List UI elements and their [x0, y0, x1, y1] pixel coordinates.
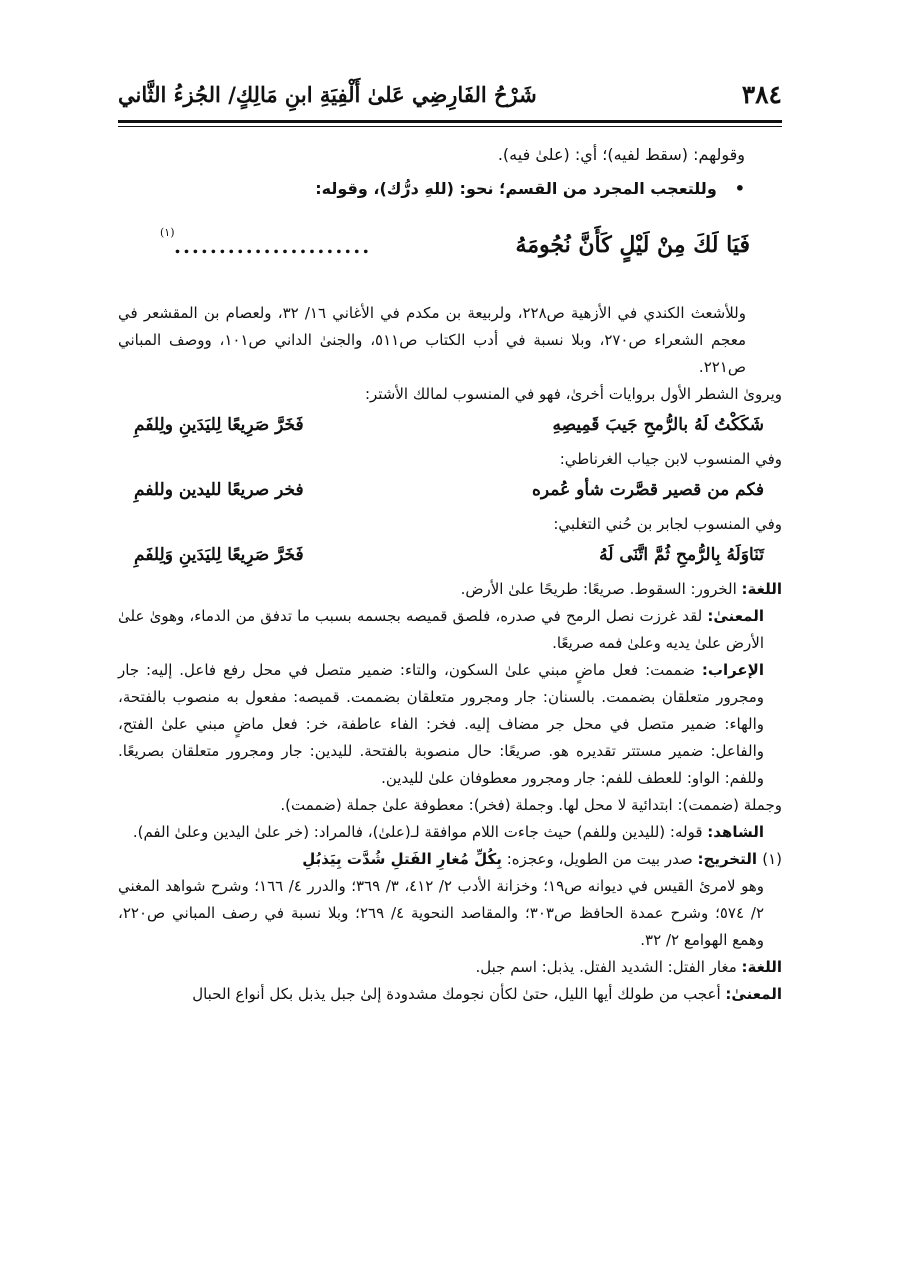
notes-paragraph-2: ويروىٰ الشطر الأول بروايات أخرىٰ، فهو في المنسوب لمالك الأشتر: [364, 385, 782, 403]
footnote-reference: (١) [160, 226, 175, 239]
variant-verse-1 [118, 408, 782, 446]
variant-verse-3-second-hemistich: فَخَرَّ صَرِيعًا لِليَدَينِ وَلِلفَمِ [134, 545, 304, 565]
meaning-text: لقد غرزت نصل الرمح في صدره، فلصق قميصه بجسمه بسبب ما تدفق من الدماء، وهوىٰ علىٰ الأرض علىٰ يديه وعلىٰ فمه صريعًا. [118, 607, 764, 652]
variant-verse-2 [118, 473, 782, 511]
main-verse [160, 226, 750, 276]
footnote-lexicon-label: اللغة: [741, 958, 782, 976]
footnote-lexicon-text: مغار الفتل: الشديد الفتل. يذبل: اسم جبل. [475, 958, 742, 976]
notes-paragraph-lexicon [118, 576, 782, 603]
parsing-label: الإعراب: [701, 661, 764, 679]
notes-paragraph-4: وفي المنسوب لجابر بن حُني التغلبي: [553, 515, 782, 533]
footnote-meaning-label: المعنىٰ: [725, 985, 782, 1003]
notes-paragraph-3: وفي المنسوب لابن جياب الغرناطي: [559, 450, 782, 468]
main-line-1: وقولهم: (سقط لفيه)؛ أي: (علىٰ فيه). [497, 145, 745, 164]
notes-section [118, 300, 782, 1008]
footnote-meaning-text: أعجب من طولك أيها الليل، حتىٰ لكأن نجومك مشدودة إلىٰ جبل يذبل بكل أنواع الحبال [192, 985, 726, 1003]
book-title: شَرْحُ الفَارِضِي عَلىٰ أَلْفِيَةِ ابنِ مَالِكٍ/ الجُزءُ الثَّاني [118, 82, 537, 107]
header-rule-thick [118, 120, 782, 123]
notes-paragraph-parsing [118, 657, 782, 792]
bullet-icon: • [734, 179, 745, 198]
main-text [118, 138, 745, 206]
footnote-1 [118, 846, 782, 873]
evidence-text: قوله: (لليدين وللفم) حيث جاءت اللام موافقة لـ(علىٰ)، فالمراد: (خر علىٰ اليدين وعلىٰ الفم). [132, 823, 708, 841]
takhrij-text: صدر بيت من الطويل، وعجزه: [501, 850, 698, 868]
header-rule-thin [118, 126, 782, 127]
page-number: ٣٨٤ [741, 80, 782, 109]
meaning-label: المعنىٰ: [707, 607, 764, 625]
notes-paragraph-meaning [118, 603, 782, 657]
takhrij-label: التخريج: [697, 850, 763, 868]
lexicon-label: اللغة: [741, 580, 782, 598]
evidence-label: الشاهد: [707, 823, 764, 841]
footnote-1-number: (١) [762, 850, 782, 868]
main-bullet-line [118, 172, 745, 206]
footnote-1-meaning [118, 981, 782, 1008]
parsing-text: ضممت: فعل ماضٍ مبني علىٰ السكون، والتاء: ضمير متصل في محل رفع فاعل. إليه: جار ومجرور متعلقان بضممت. بالسنان: جار ومجرور متعلقان بضممت. قميصه: مفعول به منصوب بالفتحة، والهاء: ضمير متصل في محل جر مضاف إليه. فخر: الفاء عاطفة، خر: فعل ماضٍ مبني علىٰ الفتح، والفاعل: ضمير مستتر تقديره هو. صريعًا: حال منصوبة بالفتحة. لليدين: جار ومجرور متعلقان بصريعًا. وللفم: الواو: للعطف للفم: جار ومجرور معطوفان علىٰ لليدين. [118, 661, 764, 787]
main-verse-dots: ...................... [174, 234, 372, 258]
lexicon-text: الخرور: السقوط. صريعًا: طريحًا علىٰ الأرض. [460, 580, 742, 598]
page-header [118, 70, 782, 120]
takhrij-verse: بِكُلِّ مُغارِ الفَتلِ شُدَّت بِيَذبُلِ [302, 850, 502, 868]
variant-verse-3 [118, 538, 782, 576]
variant-verse-2-first-hemistich: فكم من قصير قصَّرت شأو عُمره [532, 480, 764, 500]
notes-paragraph-sentences: وجملة (ضممت): ابتدائية لا محل لها. وجملة (فخر): معطوفة علىٰ جملة (ضممت). [280, 796, 782, 814]
main-verse-hemistich: فَيَا لَكَ مِنْ لَيْلٍ كَأَنَّ نُجُومَهُ [515, 232, 750, 258]
variant-verse-2-second-hemistich: فخر صريعًا لليدين وللفمِ [134, 480, 304, 500]
variant-verse-3-first-hemistich: تَنَاوَلَهُ بِالرُّمحِ ثُمَّ اتَّنَى لَهُ [599, 545, 764, 565]
variant-verse-1-first-hemistich: شَكَكْتُ لَهُ بالرُّمحِ جَيبَ قَمِيصِهِ [552, 415, 764, 435]
notes-paragraph-evidence [118, 819, 782, 846]
footnote-1-lexicon [118, 954, 782, 981]
notes-paragraph-1: وللأشعث الكندي في الأزهية ص٢٢٨، ولربيعة بن مكدم في الأغاني ١٦/ ٣٢، ولعصام بن المقشعر في معجم الشعراء ص٢٧٠، وبلا نسبة في أدب الكتاب ص٥١١، والجنىٰ الداني ص١٠١، ووصف المباني ص٢٢١. [118, 304, 746, 376]
variant-verse-1-second-hemistich: فَخَرَّ صَرِيعًا لِليَدَينِ ولِلفَمِ [134, 415, 304, 435]
footnote-1-sources: وهو لامرئ القيس في ديوانه ص١٩؛ وخزانة الأدب ٢/ ٤١٢، ٣/ ٣٦٩؛ والدرر ٤/ ١٦٦؛ وشرح شواهد المغني ٢/ ٥٧٤؛ وشرح عمدة الحافظ ص٣٠٣؛ والمقاصد النحوية ٤/ ٢٦٩؛ وبلا نسبة في رصف المباني ص٢٢٠، وهمع الهوامع ٢/ ٣٢. [118, 877, 765, 949]
main-line-2: وللتعجب المجرد من القسم؛ نحو: (للهِ درُّك)، وقوله: [315, 179, 717, 198]
